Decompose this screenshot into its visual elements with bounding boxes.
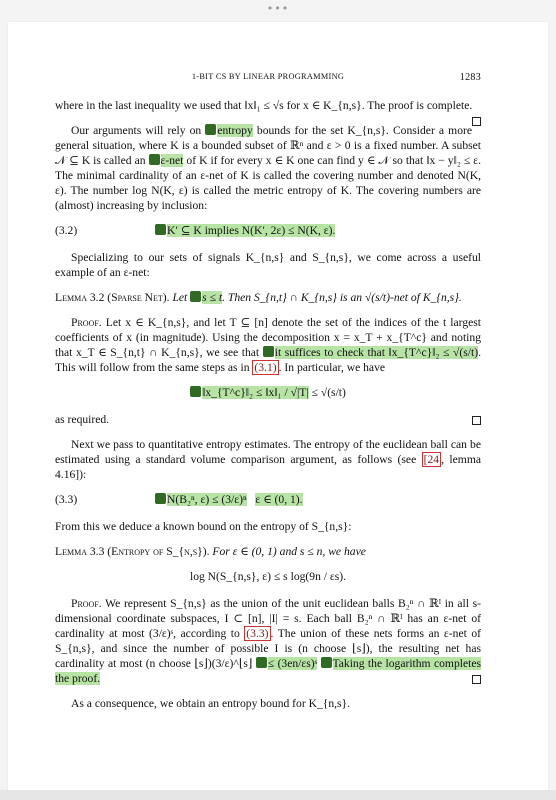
highlight-epsilon-net[interactable]: ε-net (160, 154, 184, 167)
annotation-note-icon[interactable] (205, 124, 216, 135)
bottom-bar (0, 790, 556, 800)
document-page (8, 22, 548, 792)
highlight-s-le-t[interactable]: s ≤ t (202, 291, 223, 304)
paragraph-quantitative: Next we pass to quantitative entropy estimates. The entropy of the euclidean ball can be estimated using a standard volume comparison argument, as follows (see [24 , lemma 4.16]): (55, 438, 481, 481)
annotation-note-icon[interactable] (256, 657, 267, 668)
equation-number: (3.3) (55, 493, 78, 506)
lemma-3-3: Lemma 3.3 (Entropy of S_{n,s}). For ε ∈ (0, 1) and s ≤ n, we have (55, 545, 366, 558)
annotation-note-icon[interactable] (190, 291, 201, 302)
equation-3-2 (55, 223, 481, 238)
as-required: as required. (55, 412, 481, 427)
annotation-note-icon[interactable] (263, 346, 274, 357)
highlight-entropy[interactable]: entropy (217, 124, 253, 137)
qed-box (472, 675, 481, 684)
equation-number: (3.2) (55, 224, 78, 237)
highlight-cardinality-bound[interactable]: ≤ (3en/εs)ˢ (267, 657, 318, 670)
running-head-title: 1-BIT CS BY LINEAR PROGRAMMING (191, 72, 345, 81)
highlight-display-equation[interactable]: ‖x_{T^c}‖₂ ≤ ‖x‖₁ / √|T| (202, 386, 309, 399)
annotation-note-icon[interactable] (190, 386, 201, 397)
annotation-note-icon[interactable] (155, 224, 166, 235)
display-equation-1: ‖x_{T^c}‖₂ ≤ ‖x‖₁ / √|T| ≤ √(s/t) (55, 385, 481, 400)
annotation-note-icon[interactable] (155, 493, 166, 504)
citation-link-24[interactable]: [24 (423, 453, 440, 466)
paragraph-proof-end: where in the last inequality we used that ‖x‖₁ ≤ √s for x ∈ K_{n,s}. The proof is complete. (55, 98, 481, 113)
qed-box (472, 117, 481, 126)
running-head (55, 72, 481, 81)
annotation-note-icon[interactable] (149, 154, 160, 165)
qed-box (472, 416, 481, 425)
highlight-equation-3-3[interactable]: N(B₂ⁿ, ε) ≤ (3/ε)ⁿ (167, 493, 247, 506)
page-number: 1283 (459, 72, 481, 83)
equation-3-3 (55, 492, 481, 507)
window-handle-dots[interactable]: ••• (266, 2, 290, 15)
proof-lemma-3-3: Proof. We represent S_{n,s} as the union of the unit euclidean balls B₂ⁿ ∩ ℝᴵ in all s-dimensional coordinate subspaces, I ⊂ [n], |I| = s. Each ball B₂ⁿ ∩ ℝᴵ has an ε-net of cardinality at most (3/ε)ˢ, according to (3.3) . The union of these nets forms an ε-net of S_{n,s}, and since the number of possible I is (n choose ⌊s⌋), the resulting net has cardinality at most (n choose ⌊s⌋)(3/ε)^⌊s⌋ ≤ (3en/εs)ˢ Taking the logarithm completes the proof. (55, 597, 481, 685)
equation-link-3-3[interactable]: (3.3) (246, 627, 269, 640)
highlight-epsilon-range[interactable]: ε ∈ (0, 1). (255, 493, 303, 506)
highlight-equation-3-2[interactable]: K′ ⊆ K implies N(K′, 2ε) ≤ N(K, ε). (167, 224, 336, 237)
highlight-suffices[interactable]: it suffices to check that ‖x_{T^c}‖₂ ≤ √(s/t) (274, 346, 479, 359)
highlight-taking-logarithm[interactable]: Taking the logarithm completes the proof. (55, 657, 481, 685)
annotation-note-icon[interactable] (321, 657, 332, 668)
paragraph-specializing: Specializing to our sets of signals K_{n,s} and S_{n,s}, we come across a useful example of an ε-net: (55, 251, 481, 279)
proof-lemma-3-2: Proof. Let x ∈ K_{n,s}, and let T ⊆ [n] denote the set of the indices of the t largest coefficients of x (in magnitude). Using the decomposition x = x_T + x_{T^c} and noting that x_T ∈ S_{n,t} ∩ K_{n,s}, we see that it suffices to check that ‖x_{T^c}‖₂ ≤ √(s/t). This will follow from the same steps as in (3.1) . In particular, we have (55, 316, 482, 374)
equation-link-3-1[interactable]: (3.1) (254, 361, 277, 374)
paragraph-deduce: From this we deduce a known bound on the entropy of S_{n,s}: (55, 520, 352, 533)
display-equation-2: log N(S_{n,s}, ε) ≤ s log(9n / εs). (189, 570, 347, 583)
lemma-3-2: Lemma 3.2 (Sparse Net). Let s ≤ t. Then S_{n,t} ∩ K_{n,s} is an √(s/t)-net of K_{n,s}. (55, 291, 462, 304)
page-content (55, 98, 481, 721)
paragraph-consequence: As a consequence, we obtain an entropy bound for K_{n,s}. (71, 697, 351, 710)
paragraph-entropy: Our arguments will rely on entropy bounds for the set K_{n,s}. Consider a more general situation, where K is a bounded subset of ℝⁿ and ε > 0 is a fixed number. A subset 𝒩 ⊆ K is called an ε-net of K if for every x ∈ K one can find y ∈ 𝒩 so that ‖x − y‖₂ ≤ ε. The minimal cardinality of an ε-net of K is called the covering number and denoted N(K, ε). The number log N(K, ε) is called the metric entropy of K. The covering numbers are (almost) increasing by inclusion: (55, 124, 481, 212)
